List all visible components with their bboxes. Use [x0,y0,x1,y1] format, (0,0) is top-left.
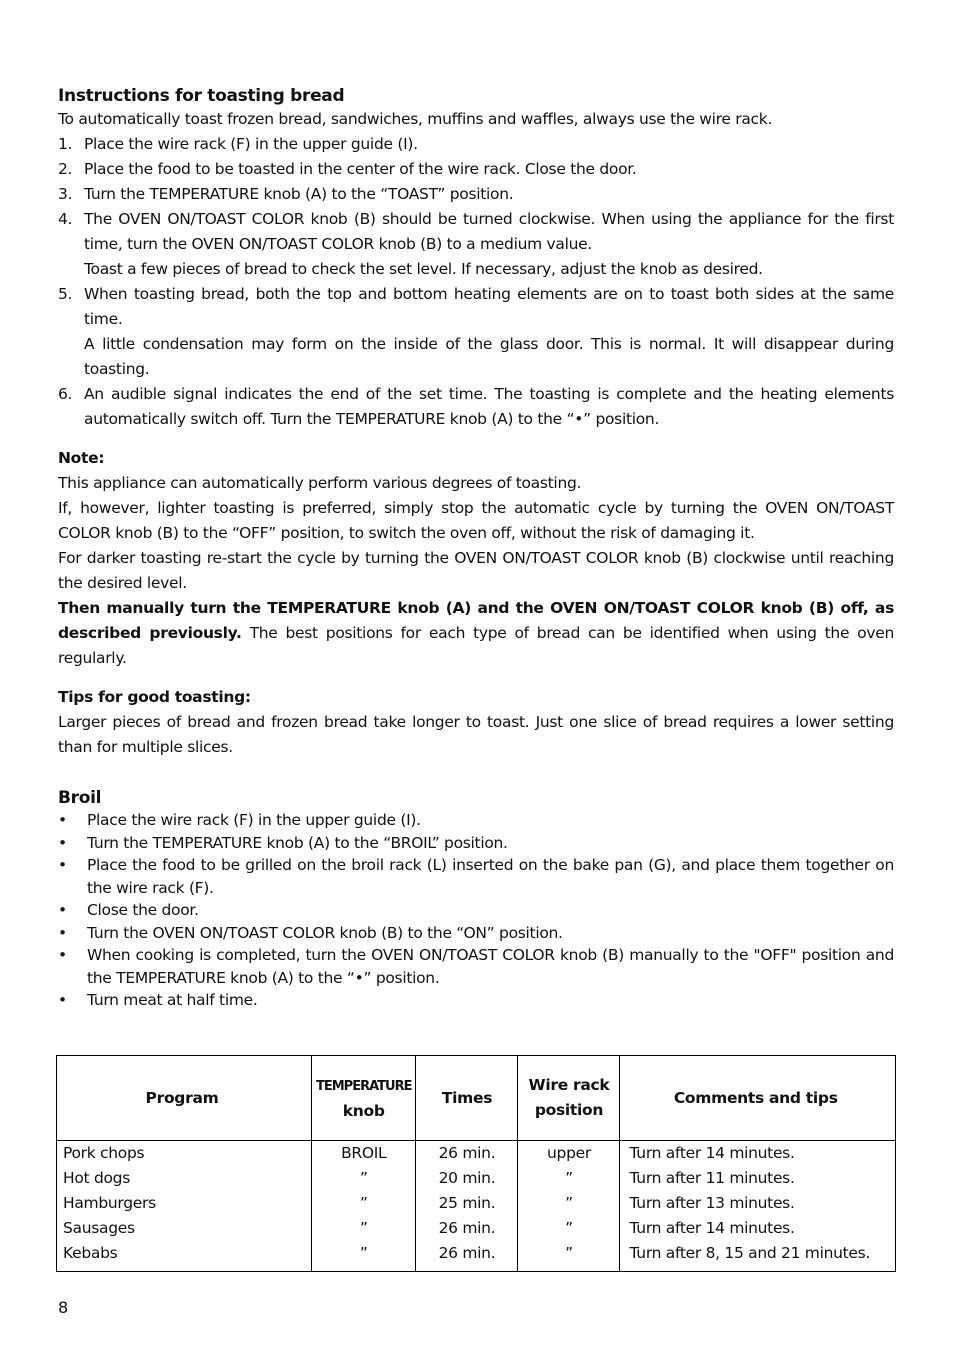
note-text: The best positions for each type of bread can be identified when using the oven regularly. [58,624,894,667]
section-title-toasting: Instructions for toasting bread [58,86,345,106]
bullet-icon: • [58,923,67,942]
table-cell-rack: ” [565,1219,573,1237]
header-program: Program [57,1056,312,1141]
header-comments: Comments and tips [620,1056,896,1141]
table-cell-temp: ” [359,1194,368,1212]
step-item [58,157,894,182]
step-text: Place the wire rack (F) in the upper guide (I). [84,135,418,153]
step-text: When toasting bread, both the top and bottom heating elements are on to toast both sides at the same time. [84,285,894,328]
note-paragraph: If, however, lighter toasting is preferred, simply stop the automatic cycle by turning the OVEN ON/TOAST COLOR knob (B) to the “OFF” position, to switch the oven off, without the risk of damaging it. [58,499,894,542]
bullet-icon: • [58,901,67,919]
toasting-steps [58,132,894,432]
table-header-row [57,1056,896,1141]
header-rack-line2: position [534,1101,604,1119]
broil-list-text: When cooking is completed, turn the OVEN ON/TOAST COLOR knob (B) manually to the "OFF" position and the TEMPERATURE knob (A) to the “•” position. [87,946,894,987]
bullet-icon: • [58,991,67,1009]
header-times: Times [416,1056,518,1141]
column-comments [620,1141,896,1272]
table-cell-comment: Turn after 13 minutes. [629,1194,795,1212]
column-times [416,1141,518,1272]
broil-list-text: Turn meat at half time. [87,991,258,1009]
broil-list-text: Turn the OVEN ON/TOAST COLOR knob (B) to the “ON” position. [87,923,563,942]
note-paragraph: This appliance can automatically perform various degrees of toasting. [58,474,582,492]
table-cell-program: Kebabs [63,1244,118,1262]
broil-list-text: Close the door. [87,901,199,919]
step-text: The OVEN ON/TOAST COLOR knob (B) should be turned clockwise. When using the appliance for the first time, turn the OVEN ON/TOAST COLOR knob (B) to a medium value. [84,210,894,253]
header-temperature [312,1056,416,1141]
step-continuation: A little condensation may form on the inside of the glass door. This is normal. It will disappear during toasting. [84,335,894,378]
toasting-intro: To automatically toast frozen bread, sandwiches, muffins and waffles, always use the wire rack. [58,110,773,128]
table-cell-time: 26 min. [438,1144,496,1162]
step-number: 5. [58,285,73,303]
step-number: 2. [58,160,73,178]
broil-list-item [58,922,894,945]
step-number: 6. [58,385,73,403]
table-cell-temp: BROIL [341,1144,387,1162]
step-item [58,182,894,207]
step-item [58,282,894,332]
table-cell-time: 26 min. [438,1219,496,1237]
header-temperature-line1: TEMPERATURE [316,1078,412,1094]
broil-table [56,1055,896,1272]
table-cell-temp: ” [359,1169,368,1187]
table-cell-program: Hot dogs [63,1169,130,1187]
broil-list-item [58,854,894,899]
broil-list-text: Place the wire rack (F) in the upper guide (I). [87,811,421,829]
broil-list-item [58,899,894,922]
step-text: Turn the TEMPERATURE knob (A) to the “TOAST” position. [84,185,514,203]
step-item [58,207,894,257]
header-rack [518,1056,620,1141]
table-cell-rack: ” [565,1169,573,1187]
table-cell-comment: Turn after 8, 15 and 21 minutes. [629,1244,871,1262]
note-paragraph: For darker toasting re-start the cycle by turning the OVEN ON/TOAST COLOR knob (B) clockwise until reaching the desired level. [58,549,894,592]
step-continuation: Toast a few pieces of bread to check the set level. If necessary, adjust the knob as desired. [84,260,763,278]
table-body [57,1141,896,1272]
step-number: 4. [58,210,73,228]
table-cell-time: 25 min. [438,1194,496,1212]
broil-list-item [58,832,894,855]
table-cell-program: Sausages [63,1219,135,1237]
step-item [58,132,894,157]
bullet-icon: • [58,811,67,829]
table-cell-time: 26 min. [438,1244,496,1262]
broil-list-item [58,989,894,1012]
column-rack [518,1141,620,1272]
table-cell-temp: ” [359,1219,368,1237]
table-cell-program: Pork chops [63,1144,145,1162]
tips-text: Larger pieces of bread and frozen bread take longer to toast. Just one slice of bread requires a lower setting than for multiple slices. [58,713,894,756]
section-title-broil: Broil [58,788,102,808]
bullet-icon: • [58,946,67,964]
table-cell-temp: ” [359,1244,368,1262]
broil-list [58,809,894,1012]
table-cell-rack: ” [565,1244,573,1262]
broil-list-item [58,944,894,989]
step-item [58,382,894,432]
note-title: Note: [58,449,105,467]
broil-list-item [58,809,894,832]
header-rack-line1: Wire rack [528,1076,610,1094]
bullet-icon: • [58,856,67,874]
table-cell-comment: Turn after 14 minutes. [629,1219,795,1237]
table-cell-rack: upper [547,1144,591,1162]
note-paragraph [58,596,894,671]
column-temperature [312,1141,416,1272]
table-cell-comment: Turn after 14 minutes. [629,1144,795,1162]
step-text: Place the food to be toasted in the center of the wire rack. Close the door. [84,160,637,178]
step-number: 3. [58,185,73,203]
tips-title: Tips for good toasting: [58,688,251,706]
bullet-icon: • [58,833,67,852]
column-program [57,1141,312,1272]
page-number: 8 [58,1298,69,1317]
table-cell-time: 20 min. [438,1169,496,1187]
step-number: 1. [58,135,73,153]
page-content [58,86,894,1012]
table-cell-program: Hamburgers [63,1194,156,1212]
table-cell-comment: Turn after 11 minutes. [629,1169,795,1187]
table-cell-rack: ” [565,1194,573,1212]
broil-list-text: Place the food to be grilled on the broil rack (L) inserted on the bake pan (G), and place them together on the wire rack (F). [87,856,894,897]
note-emphasis: Then manually turn the TEMPERATURE knob (A) and the OVEN ON/TOAST COLOR knob (B) off, as described previously. [58,599,894,642]
header-temperature-line2: knob [342,1101,385,1120]
broil-list-text: Turn the TEMPERATURE knob (A) to the “BROIL” position. [87,833,508,852]
step-text: An audible signal indicates the end of the set time. The toasting is complete and the heating elements automatically switch off. Turn the TEMPERATURE knob (A) to the “•” position. [84,385,894,428]
